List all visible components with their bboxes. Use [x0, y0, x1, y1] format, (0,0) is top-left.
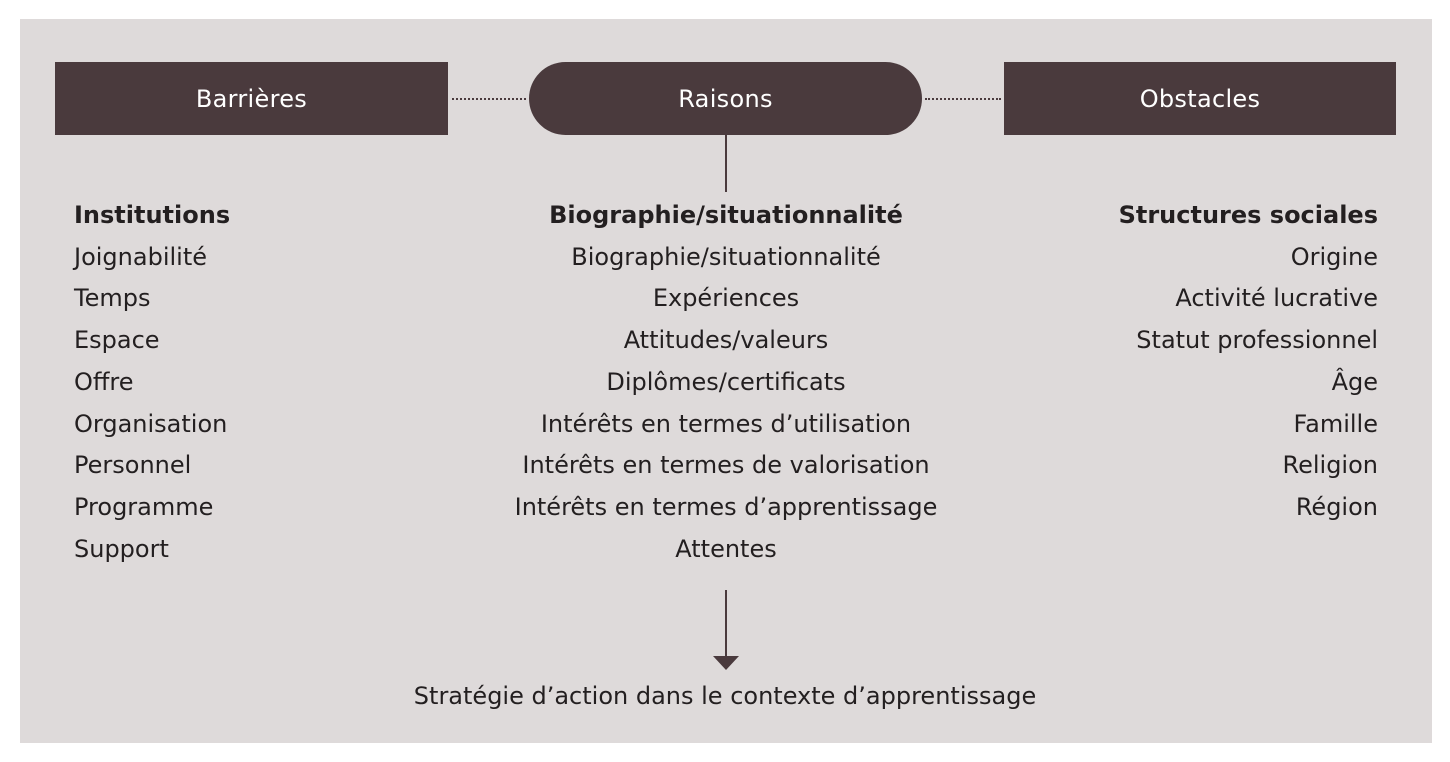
- down-arrow-shaft: [725, 590, 727, 658]
- list-item: Religion: [1282, 451, 1378, 480]
- barrieres-box: [55, 62, 448, 135]
- obstacles-label: Obstacles: [1139, 84, 1261, 113]
- down-arrow-icon: [713, 656, 739, 670]
- list-item: Programme: [74, 492, 214, 521]
- list-item: Temps: [74, 284, 151, 313]
- list-item: Attentes: [675, 534, 777, 563]
- structures-sociales-heading: Structures sociales: [1118, 201, 1378, 229]
- outcome-text: Stratégie d’action dans le contexte d’apprentissage: [413, 682, 1037, 710]
- biographie-heading: Biographie/situationnalité: [549, 201, 903, 229]
- institutions-list: [74, 195, 230, 570]
- list-item: Joignabilité: [74, 242, 207, 271]
- barrieres-label: Barrières: [195, 84, 308, 113]
- list-item: Région: [1295, 492, 1378, 521]
- list-item: Organisation: [74, 409, 228, 438]
- list-item: Attitudes/valeurs: [623, 326, 829, 355]
- institutions-heading: Institutions: [74, 201, 231, 229]
- list-item: Âge: [1331, 367, 1378, 396]
- raisons-connector-line: [725, 135, 727, 192]
- obstacles-box: [1004, 62, 1396, 135]
- biographie-list: [476, 195, 976, 570]
- list-item: Statut professionnel: [1136, 326, 1378, 355]
- list-item: Intérêts en termes d’apprentissage: [514, 492, 938, 521]
- list-item: Support: [74, 534, 169, 563]
- left-dotted-connector: [452, 98, 526, 100]
- raisons-label: Raisons: [678, 84, 773, 113]
- list-item: Origine: [1290, 242, 1378, 271]
- list-item: Offre: [74, 367, 134, 396]
- list-item: Espace: [74, 326, 160, 355]
- list-item: Activité lucrative: [1175, 284, 1378, 313]
- list-item: Diplômes/certificats: [606, 367, 846, 396]
- list-item: Intérêts en termes d’utilisation: [540, 409, 912, 438]
- right-dotted-connector: [925, 98, 1001, 100]
- structures-sociales-list: [1119, 195, 1378, 529]
- list-item: Expériences: [652, 284, 800, 313]
- list-item: Intérêts en termes de valorisation: [522, 451, 930, 480]
- list-item: Personnel: [74, 451, 192, 480]
- list-item: Biographie/situationnalité: [571, 242, 881, 271]
- list-item: Famille: [1293, 409, 1378, 438]
- raisons-box: [529, 62, 922, 135]
